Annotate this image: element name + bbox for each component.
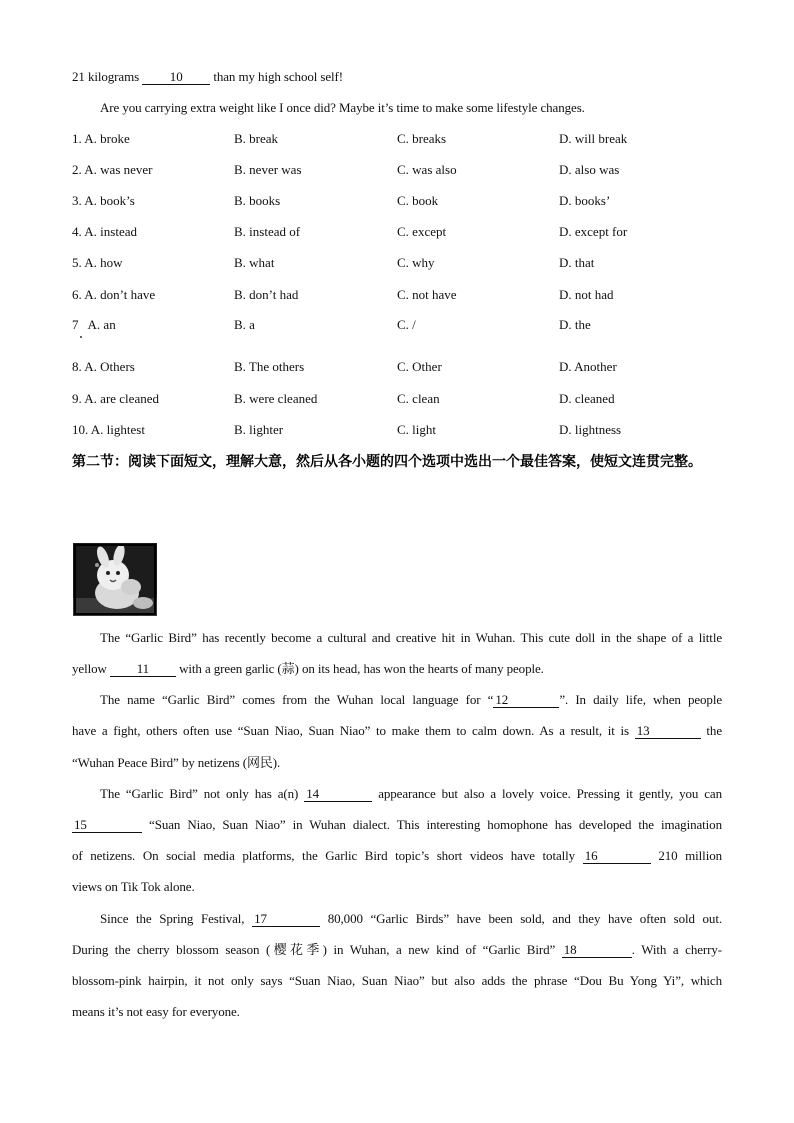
option-row-9 xyxy=(0,390,794,408)
option-7b: B. a xyxy=(234,317,255,332)
blank-13: 13 xyxy=(635,723,701,739)
p2-text-pre: The name “Garlic Bird” comes from the Wuhan local language for “ xyxy=(100,692,494,707)
option-8a: 8. A. Others xyxy=(72,359,135,374)
passage-p3-line1 xyxy=(100,785,722,803)
blank-10: 10 xyxy=(142,69,210,85)
section-heading: 第二节：阅读下面短文，理解大意，然后从各小题的四个选项中选出一个最佳答案，使短文连贯完整。 xyxy=(72,454,702,470)
passage-p2-line2 xyxy=(72,722,722,740)
option-2b: B. never was xyxy=(234,162,302,177)
option-row-6 xyxy=(0,286,794,304)
p4-line2-post: . With a cherry- xyxy=(631,942,722,957)
p3-line3-pre: of netizens. On social media platforms, the Garlic Bird topic’s short videos have totally xyxy=(72,848,583,863)
option-5c: C. why xyxy=(397,255,435,270)
blank-16: 16 xyxy=(583,848,651,864)
passage-p4-line2 xyxy=(72,941,722,959)
blank-18: 18 xyxy=(562,942,632,958)
passage-p4-line3: blossom-pink hairpin, it not only says “Suan Niao, Suan Niao” but also adds the phrase “Dou Bu Yong Yi”, which xyxy=(72,973,722,988)
option-8d: D. Another xyxy=(559,359,617,374)
option-row-2 xyxy=(0,161,794,179)
option-2a: 2. A. was never xyxy=(72,162,153,177)
passage-p3-line3 xyxy=(72,847,722,865)
p3-text-pre: The “Garlic Bird” not only has a(n) xyxy=(100,786,305,801)
option-6b: B. don’t had xyxy=(234,287,299,302)
p2-text-post: ”. In daily life, when people xyxy=(559,692,723,707)
option-3c: C. book xyxy=(397,193,439,208)
garlic-bird-image xyxy=(73,543,157,616)
option-10d: D. lightness xyxy=(559,422,622,437)
option-row-7 xyxy=(0,316,794,334)
option-7a: 7 A. an xyxy=(72,317,116,332)
passage-p1-line2 xyxy=(72,660,722,678)
p3-line3-post: 210 million xyxy=(650,848,723,863)
option-4c: C. except xyxy=(397,224,447,239)
passage-p4-line4: means it’s not easy for everyone. xyxy=(72,1004,240,1019)
closing-line: Are you carrying extra weight like I once did? Maybe it’s time to make some lifestyle changes. xyxy=(100,100,585,115)
option-6d: D. not had xyxy=(559,287,614,302)
option-5a: 5. A. how xyxy=(72,255,123,270)
option-2d: D. also was xyxy=(559,162,620,177)
blank-17: 17 xyxy=(252,911,320,927)
option-row-1 xyxy=(0,130,794,148)
option-3b: B. books xyxy=(234,193,281,208)
option-4a: 4. A. instead xyxy=(72,224,137,239)
option-4b: B. instead of xyxy=(234,224,301,239)
option-3d: D. books’ xyxy=(559,193,611,208)
option-9b: B. were cleaned xyxy=(234,391,318,406)
option-9c: C. clean xyxy=(397,391,440,406)
option-7c: C. / xyxy=(397,317,416,332)
p1-text-pre: yellow xyxy=(72,661,110,676)
option-row-4 xyxy=(0,223,794,241)
option-row-3 xyxy=(0,192,794,210)
p4-text-post: 80,000 “Garlic Birds” have been sold, and they have often sold out. xyxy=(320,911,722,926)
blank-15: 15 xyxy=(72,817,142,833)
option-row-10 xyxy=(0,421,794,439)
passage-p4-line1 xyxy=(100,910,722,928)
option-5b: B. what xyxy=(234,255,275,270)
p4-text-pre: Since the Spring Festival, xyxy=(100,911,253,926)
p3-text-post: appearance but also a lovely voice. Pressing it gently, you can xyxy=(372,786,722,801)
passage-p2-line3: “Wuhan Peace Bird” by netizens (网民). xyxy=(72,755,281,770)
blank-11: 11 xyxy=(110,661,176,677)
option-10c: C. light xyxy=(397,422,437,437)
p1-text-post: with a green garlic (蒜) on its head, has won the hearts of many people. xyxy=(175,661,544,676)
option-1c: C. breaks xyxy=(397,131,447,146)
option-10b: B. lighter xyxy=(234,422,284,437)
option-5d: D. that xyxy=(559,255,595,270)
p2-line2-pre: have a fight, others often use “Suan Niao, Suan Niao” to make them to calm down. As a result, it is xyxy=(72,723,635,738)
garlic-bird-photo xyxy=(73,543,157,616)
blank-12: 12 xyxy=(493,692,559,708)
option-9a: 9. A. are cleaned xyxy=(72,391,159,406)
stray-dot-mark xyxy=(80,336,82,338)
option-3a: 3. A. book’s xyxy=(72,193,135,208)
option-8b: B. The others xyxy=(234,359,305,374)
p3-line2-post: “Suan Niao, Suan Niao” in Wuhan dialect. This interesting homophone has developed the imagination xyxy=(142,817,722,832)
option-2c: C. was also xyxy=(397,162,457,177)
option-7d: D. the xyxy=(559,317,591,332)
option-8c: C. Other xyxy=(397,359,442,374)
option-10a: 10. A. lightest xyxy=(72,422,145,437)
option-1a: 1. A. broke xyxy=(72,131,130,146)
option-9d: D. cleaned xyxy=(559,391,615,406)
option-row-8 xyxy=(0,358,794,376)
blank-14: 14 xyxy=(304,786,372,802)
option-1b: B. break xyxy=(234,131,279,146)
passage-p2-line1 xyxy=(100,691,722,709)
intro-line xyxy=(72,68,722,86)
option-4d: D. except for xyxy=(559,224,628,239)
option-6c: C. not have xyxy=(397,287,457,302)
option-row-5 xyxy=(0,254,794,272)
intro-text-post: than my high school self! xyxy=(210,69,343,84)
p4-line2-pre: During the cherry blossom season (樱花季) in Wuhan, a new kind of “Garlic Bird” xyxy=(72,942,562,957)
option-6a: 6. A. don’t have xyxy=(72,287,156,302)
passage-p3-line4: views on Tik Tok alone. xyxy=(72,879,195,894)
passage-p1-line1: The “Garlic Bird” has recently become a cultural and creative hit in Wuhan. This cute doll in the shape of a little xyxy=(100,630,722,645)
option-1d: D. will break xyxy=(559,131,628,146)
passage-p3-line2 xyxy=(72,816,722,834)
p2-line2-post: the xyxy=(700,723,723,738)
intro-text-pre: 21 kilograms xyxy=(72,69,143,84)
